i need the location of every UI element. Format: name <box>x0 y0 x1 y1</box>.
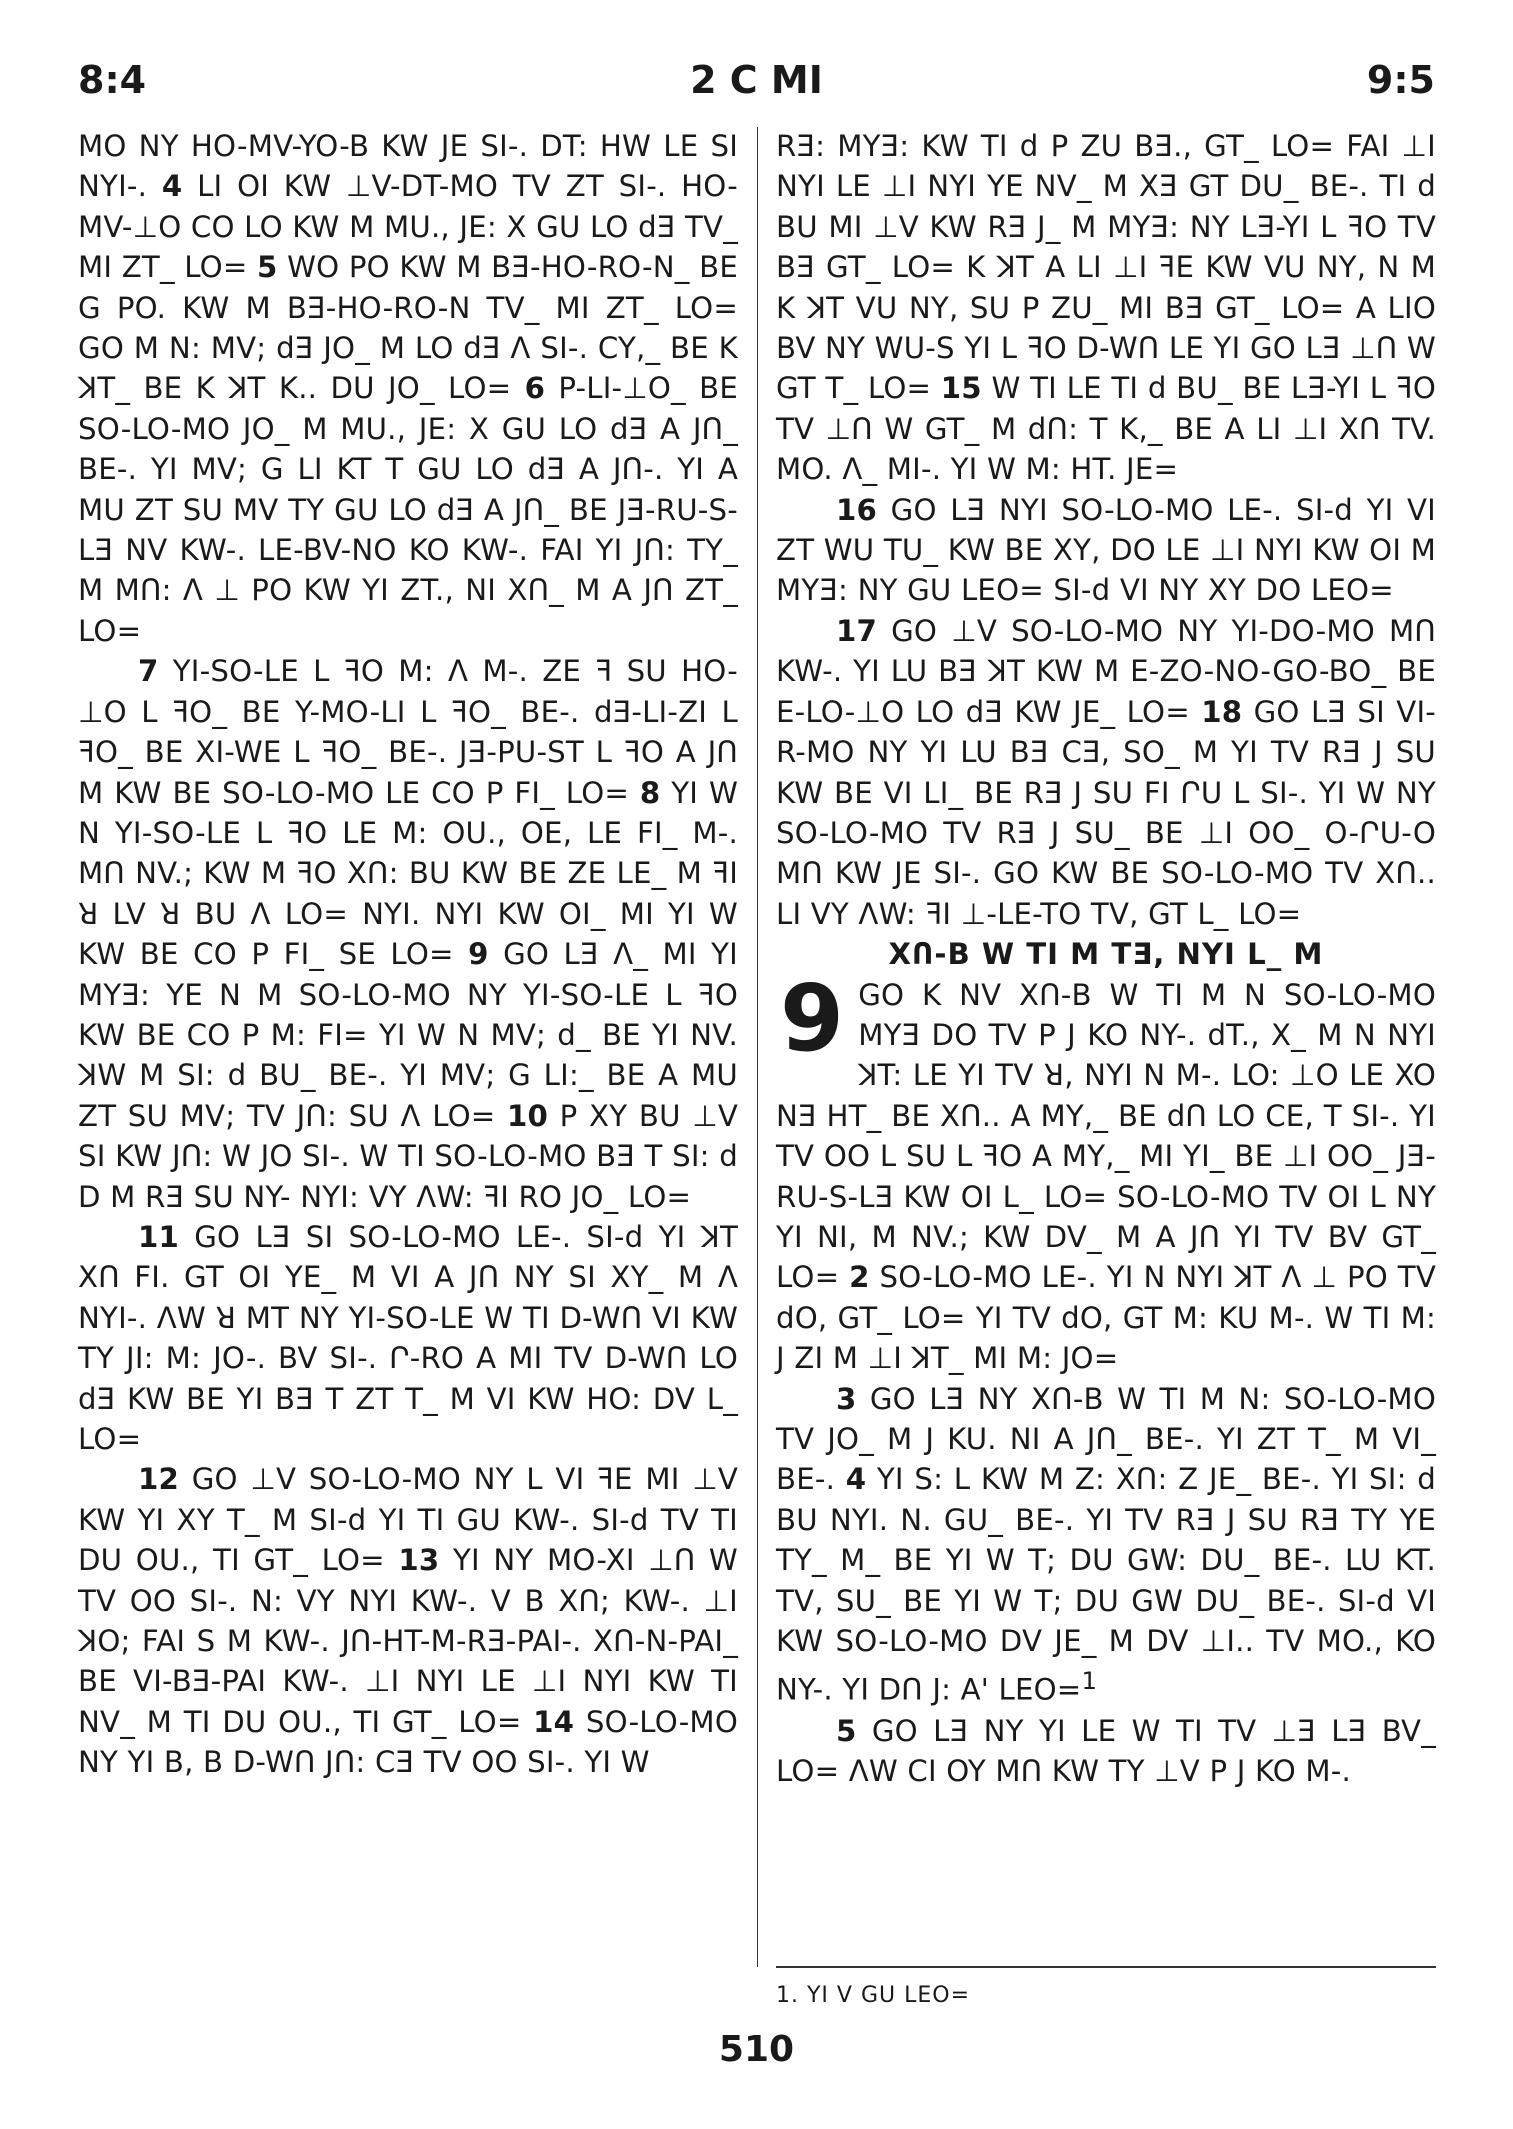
verse-number: 7 <box>138 654 159 689</box>
paragraph <box>776 611 1436 934</box>
text-run: GO LƎ SI VI-R-MO NY YI LU BƎ CƎ, SO_ M YI TV RƎ J SU KW BE VI LI_ BE RƎ J SU FI ՐU L SI-. YI W NY SO-LO-MO TV RƎ J SU_ BE ⊥I OO_ O-ՐU-O MՈ KW JE SI-. GO KW BE SO-LO-MO TV XՈ.. LI VY ΛW: ꟻI ⊥-LE-TO TV, GT L_ LO= <box>776 694 1437 931</box>
header-book-title: 2 C MI <box>690 58 823 102</box>
text-run: P XY BU ⊥V SI KW JՈ: W JO SI-. W TI SO-LO-MO BƎ T SI: d D M RƎ SU NY- NYI: VY ΛW: ꟻI RO JO_ LO= <box>78 1098 738 1214</box>
paragraph <box>78 1217 738 1459</box>
text-run: GO LƎ NY XՈ-B W TI M N: SO-LO-MO TV JO_ M J KU. NI A JՈ_ BE-. YI ZT T_ M VI_ BE-. <box>776 1381 1436 1497</box>
page-number: 510 <box>718 2029 795 2070</box>
verse-number: 13 <box>398 1543 440 1578</box>
text-run: YI NY MO-XI ⊥Ո W TV OO SI-. N: VY NYI KW-. V B XՈ; KW-. ⊥I ꓘO; FAI S M KW-. JՈ-HT-M-RƎ-PAI-. XՈ-N-PAI_ BE VI-BƎ-PAI KW-. ⊥I NYI LE ⊥I NYI KW TI NV_ M TI DU OU., TI GT_ LO= <box>78 1543 738 1739</box>
footnote-rule <box>776 1966 1436 1968</box>
verse-number: 14 <box>533 1704 575 1739</box>
text-run: WO PO KW M BƎ-HO-RO-N_ BE G PO. KW M BƎ-HO-RO-N TV_ MI ZT_ LO= GO M N: MV; dƎ JO_ M LO dƎ Λ SI-. CY,_ BE K ꓘT_ BE K ꓘT K.. DU JO_ LO= <box>78 250 738 406</box>
column-divider <box>757 127 758 1967</box>
header-right-reference: 9:5 <box>1366 58 1435 102</box>
paragraph <box>78 651 738 1217</box>
verse-number: 15 <box>940 371 982 406</box>
chapter-block <box>776 964 1436 1379</box>
paragraph <box>776 964 1436 1379</box>
text-run: GO LƎ SI SO-LO-MO LE-. SI-d YI ꓘT XՈ FI. GT OI YE_ M VI A JՈ NY SI XY_ M Λ NYI-. ΛW ꓤ MT NY YI-SO-LE W TI D-WՈ VI KW TY JI: M: JO-. BV SI-. Ր-RO A MI TV D-WՈ LO dƎ KW BE YI BƎ T ZT T_ M VI KW HO: DV L_ LO= <box>78 1219 739 1456</box>
text-run: LI OI KW ⊥V-DT-MO TV ZT SI-. HO-MV-⊥O CO LO KW M MU., JE: X GU LO dƎ TV_ MI ZT_ LO= <box>78 169 739 285</box>
text-run: MO NY HO-MV-YO-B KW JE SI-. DT: HW LE SI NYI-. <box>78 129 738 204</box>
verse-number: 3 <box>836 1381 857 1416</box>
text-run: YI-SO-LE L ꟻO M: Λ M-. ZE ꟻ SU HO-⊥O L ꟻO_ BE Y-MO-LI L ꟻO_ BE-. dƎ-LI-ZI L ꟻO_ BE XI-WE L ꟻO_ BE-. JƎ-PU-ST L ꟻO A JՈ M KW BE SO-LO-MO LE CO P FI_ LO= <box>78 654 738 810</box>
text-run: W TI LE TI d BU_ BE LƎ-YI L ꟻO TV ⊥Ո W GT_ M dՈ: T K,_ BE A LI ⊥I XՈ TV. MO. Λ_ MI-. YI W M: HT. JE= <box>776 371 1436 487</box>
right-column <box>776 126 1436 1791</box>
verse-number: 6 <box>524 371 546 406</box>
verse-number: 12 <box>138 1462 180 1497</box>
text-run: SO-LO-MO NY YI B, B D-WՈ JՈ: CƎ TV OO SI-. YI W <box>78 1704 738 1780</box>
verse-number: 16 <box>836 492 878 527</box>
verse-number: 2 <box>849 1260 870 1295</box>
verse-number: 17 <box>836 613 878 648</box>
verse-number: 4 <box>161 169 183 204</box>
paragraph <box>776 1711 1436 1792</box>
chapter-number: 9 <box>780 964 845 1072</box>
paragraph <box>776 490 1436 611</box>
header-left-reference: 8:4 <box>78 58 147 102</box>
verse-number: 9 <box>468 937 489 972</box>
text-run: GO LƎ NY YI LE W TI TV ⊥Ǝ LƎ BV_ LO= ΛW CI OY MՈ KW TY ⊥V P J KO M-. <box>776 1713 1436 1788</box>
verse-number: 18 <box>1201 694 1243 729</box>
text-run: P-LI-⊥O_ BE SO-LO-MO JO_ M MU., JE: X GU LO dƎ A JՈ_ BE-. YI MV; G LI KT T GU LO dƎ A JՈ-. YI A MU ZT SU MV TY GU LO dƎ A JՈ_ BE JƎ-RU-S-LƎ NV KW-. LE-BV-NO KO KW-. FAI YI JՈ: TY_ M MՈ: Λ ⊥ PO KW YI ZT., NI XՈ_ M A JՈ ZT_ LO= <box>78 371 738 648</box>
verse-number: 8 <box>639 775 661 810</box>
text-run: GO LƎ NYI SO-LO-MO LE-. SI-d YI VI ZT WU TU_ KW BE XY, DO LE ⊥I NYI KW OI M MYƎ: NY GU LEO= SI-d VI NY XY DO LEO= <box>776 492 1436 608</box>
verse-number: 11 <box>138 1219 180 1254</box>
text-run: GO LƎ Λ_ MI YI MYƎ: YE N M SO-LO-MO NY YI-SO-LE L ꟻO KW BE CO P M: FI= YI W N MV; d_ BE YI NV. ꓘW M SI: d BU_ BE-. YI MV; G LI:_ BE A MU ZT SU MV; TV JՈ: SU Λ LO= <box>78 937 738 1133</box>
text-run: SO-LO-MO LE-. YI N NYI ꓘT Λ ⊥ PO TV dO, GT_ LO= YI TV dO, GT M: KU M-. W TI M: J ZI M ⊥I ꓘT_ MI M: JO= <box>776 1260 1436 1376</box>
footnote-marker: 1 <box>1081 1666 1098 1696</box>
text-run: RƎ: MYƎ: KW TI d P ZU BƎ., GT_ LO= FAI ⊥I NYI LE ⊥I NYI YE NV_ M XƎ GT DU_ BE-. TI d BU MI ⊥V KW RƎ J_ M MYƎ: NY LƎ-YI L ꟻO TV BƎ GT_ LO= K ꓘT A LI ⊥I ꟻE KW VU NY, N M K ꓘT VU NY, SU P ZU_ MI BƎ GT_ LO= A LIO BV NY WU-S YI L ꟻO D-WՈ LE YI GO LƎ ⊥Ո W GT T_ LO= <box>776 129 1436 406</box>
footnote: 1. YI V GU LEO= <box>776 1983 970 2008</box>
verse-number: 5 <box>836 1713 857 1748</box>
text-run: GO ⊥V SO-LO-MO NY YI-DO-MO MՈ KW-. YI LU BƎ ꓘT KW M E-ZO-NO-GO-BO_ BE E-LO-⊥O LO dƎ KW JE_ LO= <box>776 613 1436 729</box>
section-heading: XՈ-B W TI M TƎ, NYI L_ M <box>888 937 1324 972</box>
verse-number: 5 <box>257 250 278 285</box>
paragraph <box>78 126 738 651</box>
paragraph <box>776 1379 1436 1711</box>
text-run: GO K NV XՈ-B W TI M N SO-LO-MO MYƎ DO TV P J KO NY-. dT., X_ M N NYI ꓘT: LE YI TV ꓤ, NYI N M-. LO: ⊥O LE XO NƎ HT_ BE XՈ.. A MY,_ BE dՈ LO CE, T SI-. YI TV OO L SU L ꟻO A MY,_ MI YI_ BE ⊥I OO_ JƎ-RU-S-LƎ KW OI L_ LO= SO-LO-MO TV OI L NY YI NI, M NV.; KW DV_ M A JՈ YI TV BV GT_ LO= <box>776 977 1436 1295</box>
verse-number: 4 <box>845 1462 867 1497</box>
text-run: YI W N YI-SO-LE L ꟻO LE M: OU., OE, LE FI_ M-. MՈ NV.; KW M ꟻO XՈ: BU KW BE ZE LE_ M ꟻI ꓤ LV ꓤ BU Λ LO= NYI. NYI KW OI_ MI YI W KW BE CO P FI_ SE LO= <box>78 775 739 972</box>
left-column <box>78 126 738 1783</box>
text-run: YI S: L KW M Z: XՈ: Z JE_ BE-. YI SI: d BU NYI. N. GU_ BE-. YI TV RƎ J SU RƎ TY YE TY_ M_ BE YI W T; DU GW: DU_ BE-. LU KT. TV, SU_ BE YI W T; DU GW DU_ BE-. SI-d VI KW SO-LO-MO DV JE_ M DV ⊥I.. TV MO., KO NY-. YI DՈ J: A' LEO= <box>776 1462 1436 1708</box>
paragraph <box>776 126 1436 490</box>
paragraph <box>78 1459 738 1782</box>
verse-number: 10 <box>507 1098 549 1133</box>
text-run: GO ⊥V SO-LO-MO NY L VI ꟻE MI ⊥V KW YI XY T_ M SI-d YI TI GU KW-. SI-d TV TI DU OU., TI GT_ LO= <box>78 1462 738 1578</box>
